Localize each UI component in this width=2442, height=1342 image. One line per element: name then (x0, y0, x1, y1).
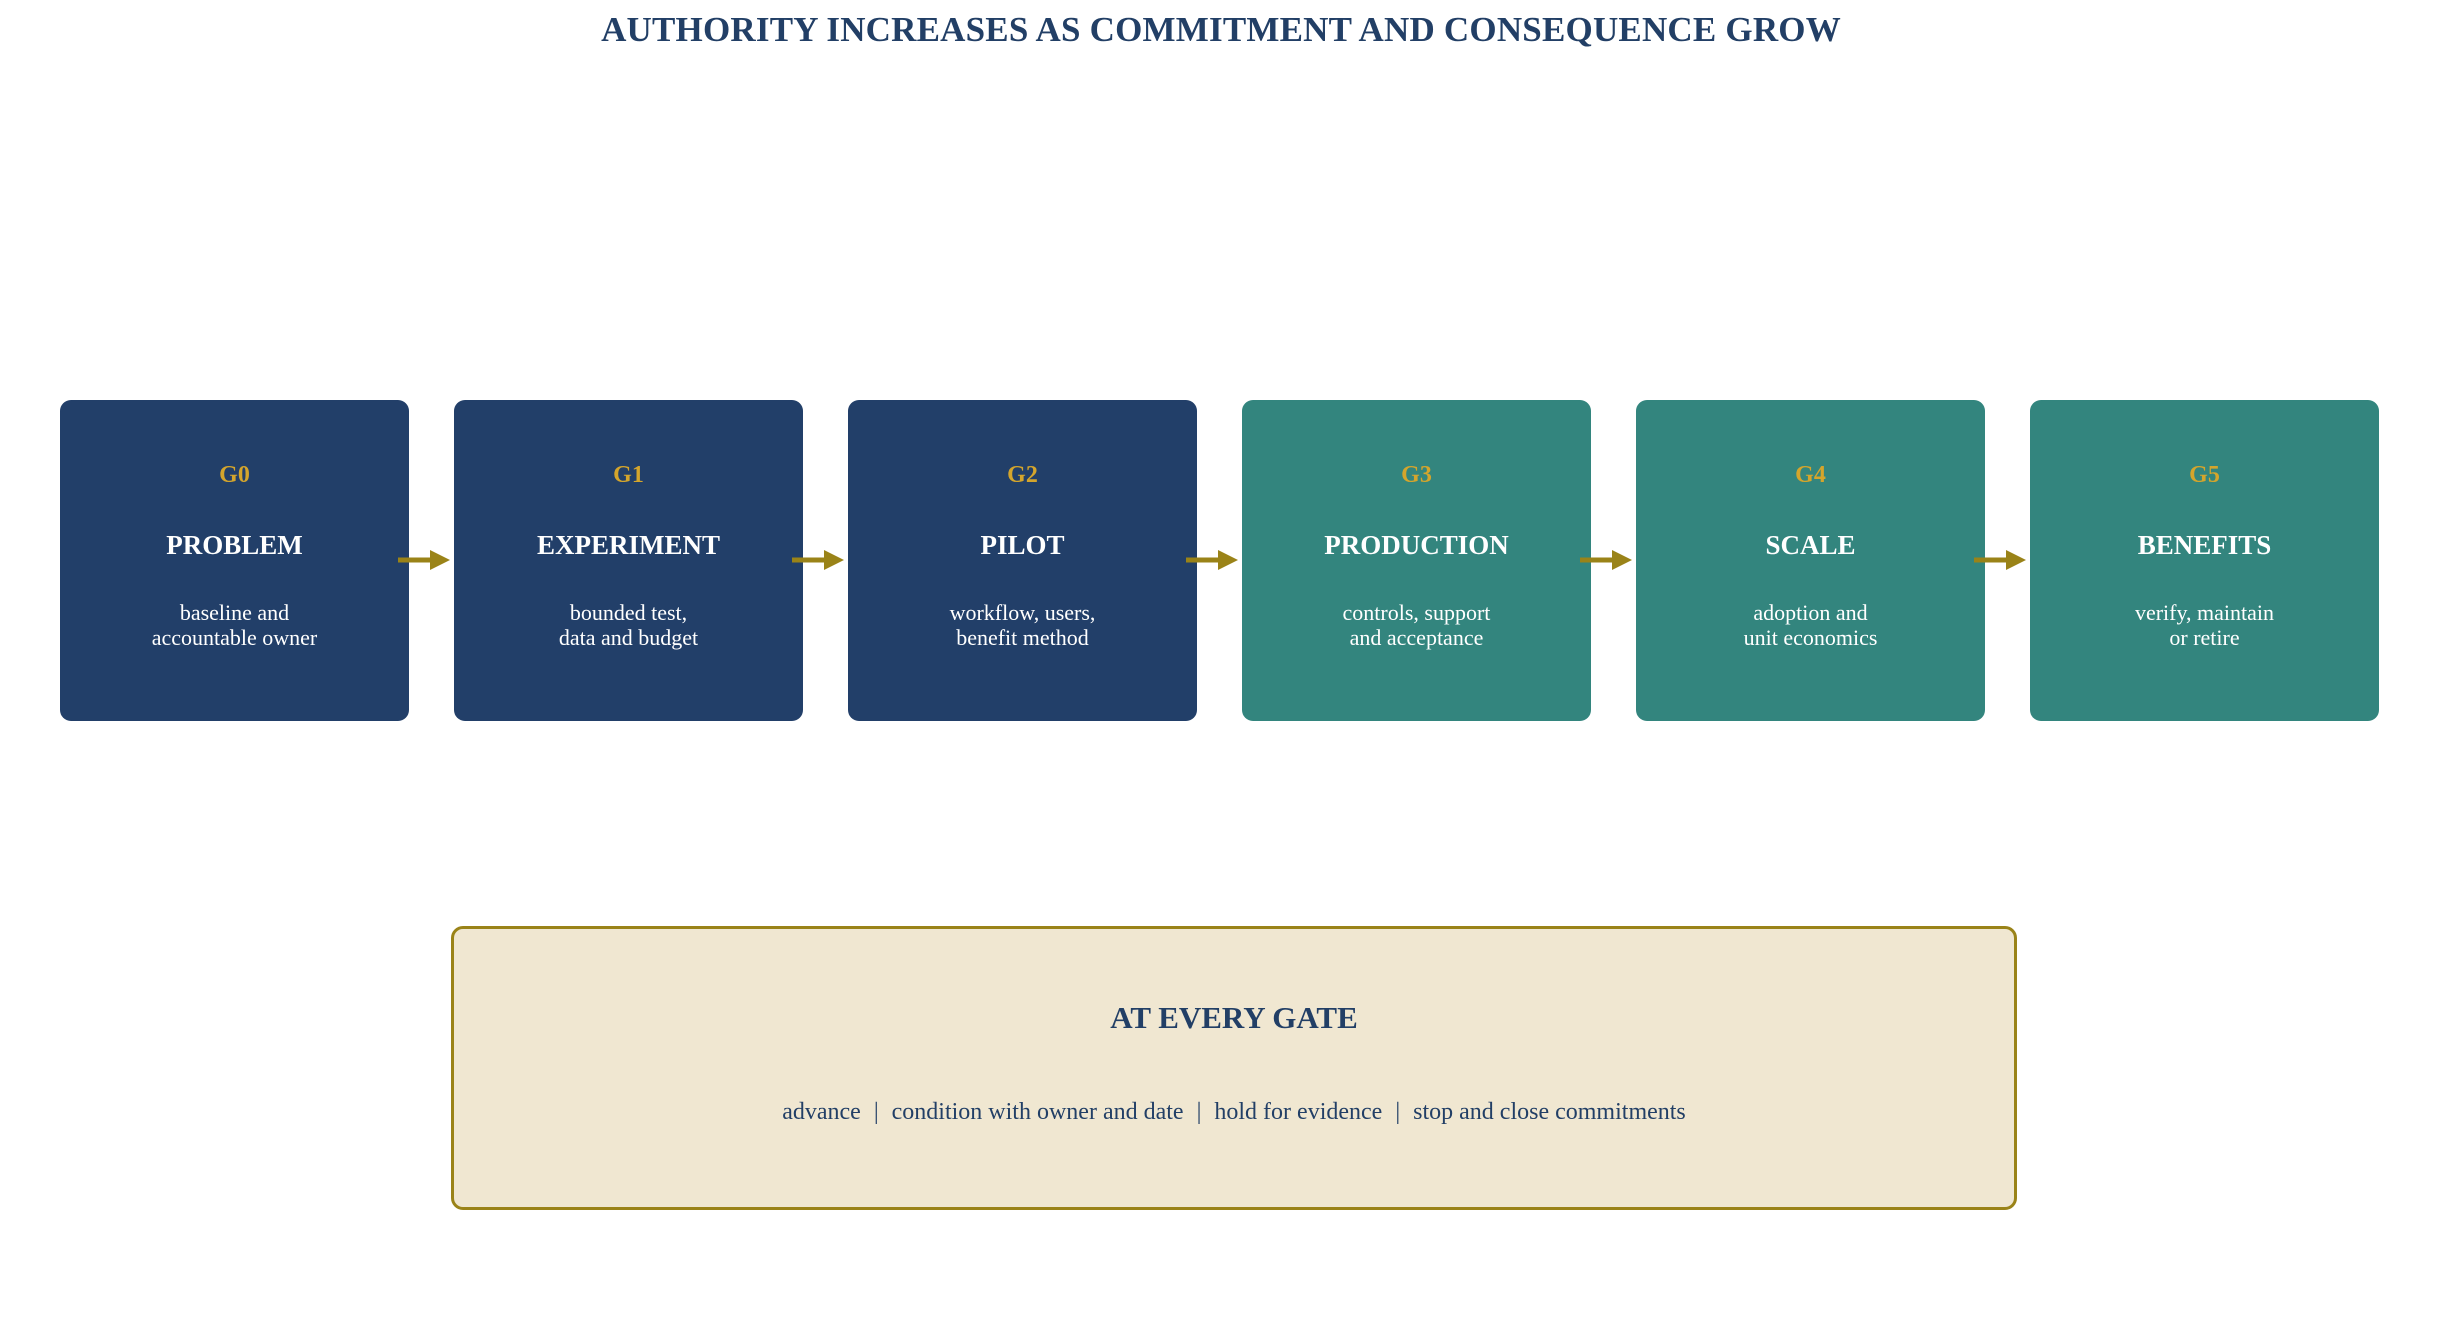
gate-description-line: baseline and (179, 600, 290, 625)
every-gate-panel (451, 926, 2017, 1210)
gate-description (454, 600, 803, 650)
gate-description-line: workflow, users, (949, 600, 1096, 625)
arrow-right-icon (396, 547, 452, 573)
gate-description-line: or retire (2169, 625, 2240, 650)
arrow-right-icon (790, 547, 846, 573)
gate-description (1242, 600, 1591, 650)
gate-decision-options (454, 1099, 2014, 1126)
gate-description-line: accountable owner (151, 625, 318, 650)
gate-description (2030, 600, 2379, 650)
gate-description-line: unit economics (1743, 625, 1878, 650)
gate-name: BENEFITS (2137, 530, 2272, 560)
option-separator: | (873, 1099, 879, 1125)
gate-g3-box (1242, 400, 1591, 721)
arrow-right-icon (1578, 547, 1634, 573)
gate-name: EXPERIMENT (536, 530, 720, 560)
decision-option-advance: advance (782, 1099, 861, 1125)
gate-description-line: adoption and (1753, 600, 1868, 625)
gate-g4-box (1636, 400, 1985, 721)
gate-code: G3 (1401, 462, 1432, 488)
gate-name: SCALE (1765, 530, 1856, 560)
diagram-title: AUTHORITY INCREASES AS COMMITMENT AND CONSEQUENCE GROW (601, 10, 1841, 49)
arrow-right-icon (1184, 547, 1240, 573)
gate-code: G0 (219, 462, 250, 488)
gate-description-line: data and budget (558, 625, 699, 650)
gate-code: G2 (1007, 462, 1038, 488)
decision-option-hold: hold for evidence (1214, 1099, 1383, 1125)
gate-description (60, 600, 409, 650)
gate-description-line: controls, support (1342, 600, 1491, 625)
gate-code: G1 (613, 462, 644, 488)
gate-description (1636, 600, 1985, 650)
gate-description (848, 600, 1197, 650)
gate-g0-box (60, 400, 409, 721)
option-separator: | (1395, 1099, 1401, 1125)
gate-g2-box (848, 400, 1197, 721)
gate-description-line: verify, maintain (2134, 600, 2275, 625)
every-gate-title: AT EVERY GATE (1110, 1000, 1358, 1035)
gate-name: PRODUCTION (1324, 530, 1509, 560)
gate-description-line: bounded test, (569, 600, 688, 625)
gate-description-line: and acceptance (1349, 625, 1484, 650)
gate-name: PROBLEM (166, 530, 303, 560)
arrow-right-icon (1972, 547, 2028, 573)
decision-option-stop: stop and close commitments (1413, 1099, 1686, 1125)
decision-option-condition: condition with owner and date (891, 1099, 1184, 1125)
gate-code: G5 (2189, 462, 2220, 488)
gate-g5-box (2030, 400, 2379, 721)
gate-description-line: benefit method (956, 625, 1089, 650)
gate-g1-box (454, 400, 803, 721)
gate-code: G4 (1795, 462, 1826, 488)
gate-name: PILOT (980, 530, 1065, 560)
option-separator: | (1196, 1099, 1202, 1125)
